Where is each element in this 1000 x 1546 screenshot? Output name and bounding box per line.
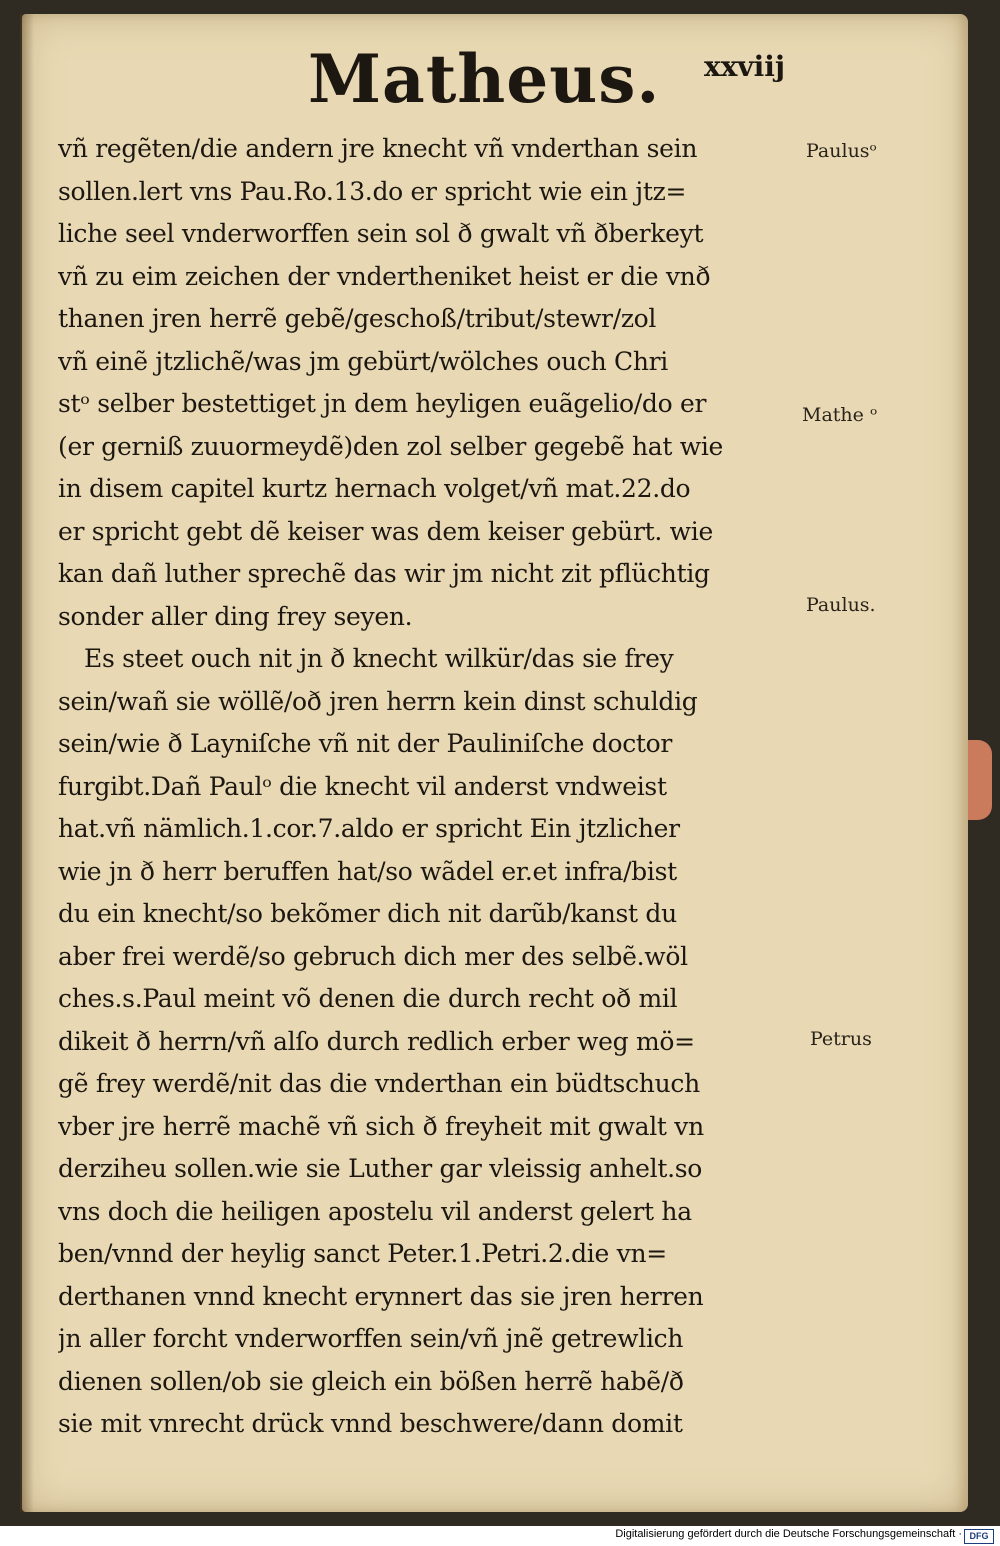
text-line-paragraph-start: Es steet ouch nit jn ð knecht wilkür/das sie frey	[84, 644, 674, 673]
dfg-logo: DFG	[964, 1529, 994, 1544]
text-line: hat.vñ nämlich.1.cor.7.aldo er spricht Ein jtzlicher	[58, 814, 680, 843]
text-line: sein/wañ sie wöllẽ/oð jren herrn kein dinst schuldig	[58, 686, 698, 716]
text-line: stᵒ selber bestettiget jn dem heyligen euãgelio/do er	[58, 389, 707, 418]
text-line: gẽ frey werdẽ/nit das die vnderthan ein büdtschuch	[58, 1069, 700, 1098]
text-line: kan dañ luther sprechẽ das wir jm nicht zit pflüchtig	[58, 559, 710, 588]
text-line: derziheu sollen.wie sie Luther gar vleissig anhelt.so	[58, 1154, 703, 1183]
text-line: er spricht gebt dẽ keiser was dem keiser gebürt. wie	[58, 516, 713, 546]
footer-bar	[0, 1526, 1000, 1546]
text-line: sie mit vnrecht drück vnnd beschwere/dann domit	[58, 1409, 683, 1438]
running-title: Matheus.	[308, 40, 661, 118]
main-text-block	[58, 128, 798, 1446]
marginal-note-paulus-2: Paulus.	[806, 594, 876, 616]
text-line: vñ einẽ jtzlichẽ/was jm gebürt/wölches ouch Chri	[58, 346, 668, 376]
text-line: vñ zu eim zeichen der vndertheniket heist er die vnð	[58, 261, 711, 291]
text-line: ben/vnnd der heylig sanct Peter.1.Petri.2.die vn=	[58, 1239, 667, 1268]
text-line: liche seel vnderworffen sein sol ð gwalt vñ ðberkeyt	[58, 219, 704, 248]
text-line: sein/wie ð Layniſche vñ nit der Pauliniſche doctor	[58, 729, 673, 758]
text-line: ches.s.Paul meint võ denen die durch recht oð mil	[58, 984, 678, 1013]
text-line: vñ regẽten/die andern jre knecht vñ vnderthan sein	[58, 134, 698, 163]
text-line: thanen jren herrẽ gebẽ/geschoß/tribut/stewr/zol	[58, 304, 657, 333]
text-line: wie jn ð herr beruffen hat/so wãdel er.et infra/bist	[58, 856, 677, 886]
text-line: (er gerniß zuuormeydẽ)den zol selber gegebẽ hat wie	[58, 431, 724, 461]
text-line: vns doch die heiligen apostelu vil anderst gelert ha	[58, 1196, 692, 1226]
text-line: sonder aller ding frey seyen.	[58, 601, 413, 631]
marginal-note-petrus: Petrus	[810, 1028, 872, 1050]
folio-number: xxviij	[704, 50, 786, 83]
text-line: vber jre herrẽ machẽ vñ sich ð freyheit mit gwalt vn	[58, 1111, 704, 1141]
text-line: derthanen vnnd knecht erynnert das sie jren herren	[58, 1281, 704, 1311]
text-line: dienen sollen/ob sie gleich ein bößen herrẽ habẽ/ð	[58, 1366, 684, 1396]
text-line: aber frei werdẽ/so gebruch dich mer des selbẽ.wöl	[58, 941, 688, 971]
page-clip	[968, 740, 992, 820]
marginal-note-paulus: Paulusᵒ	[806, 140, 877, 162]
text-line: sollen.lert vns Pau.Ro.13.do er spricht wie ein jtz=	[58, 176, 687, 206]
marginal-note-matheus: Mathe ᵒ	[802, 404, 878, 426]
text-line: du ein knecht/so bekõmer dich nit darũb/kanst du	[58, 899, 677, 928]
text-line: furgibt.Dañ Paulᵒ die knecht vil anderst vndweist	[58, 771, 667, 801]
text-line: in disem capitel kurtz hernach volget/vñ mat.22.do	[58, 474, 691, 503]
text-line: dikeit ð herrn/vñ alſo durch redlich erber weg mö=	[58, 1026, 695, 1056]
funding-credit: Digitalisierung gefördert durch die Deutsche Forschungsgemeinschaft ·	[615, 1528, 962, 1540]
gutter-shadow	[20, 14, 34, 1512]
text-line: jn aller forcht vnderworffen sein/vñ jnẽ getrewlich	[58, 1324, 684, 1353]
